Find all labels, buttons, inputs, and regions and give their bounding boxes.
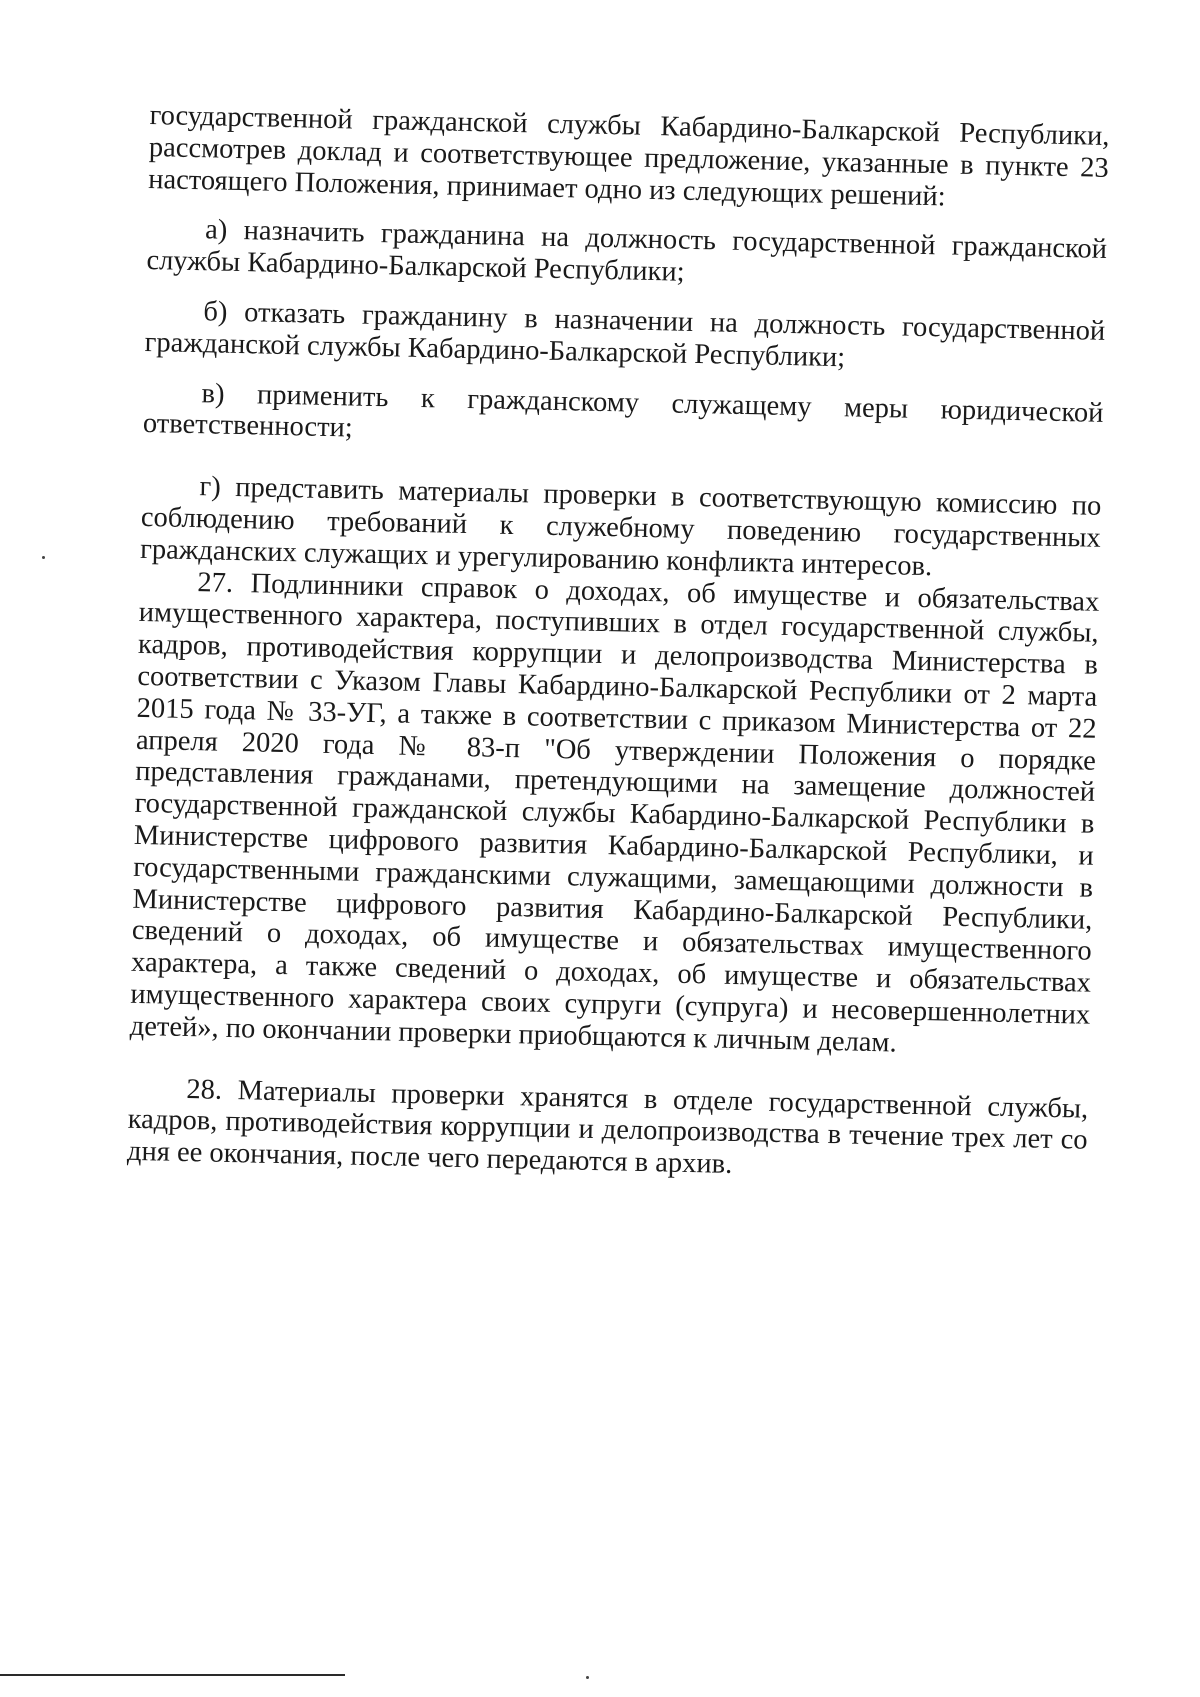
paragraph-option-b: б) отказать гражданину в назначении на должность государственной гражданской службы Кабардино-Балкарской Республики; bbox=[144, 296, 1106, 374]
paragraph-decision-intro: государственной гражданской службы Кабардино-Балкарской Республики, рассмотрев доклад и соответствующее предложение, указанные в пункте 23 настоящего Положения, принимает одно из следующих решений: bbox=[147, 100, 1110, 212]
scan-speck bbox=[586, 1676, 589, 1679]
paragraph-option-v: в) применить к гражданскому служащему меры юридической ответственности; bbox=[142, 377, 1104, 444]
scan-edge-line bbox=[0, 1674, 345, 1676]
scan-speck bbox=[42, 556, 45, 559]
paragraph-option-g: г) представить материалы проверки в соответствующую комиссию по соблюдению требований к служебному поведению государственных гражданских служащих и урегулированию конфликта интересов. bbox=[139, 471, 1102, 582]
document-body bbox=[127, 100, 1110, 1189]
paragraph-clause-28: 28. Материалы проверки хранятся в отделе государственной службы, кадров, противодействия коррупции и делопроизводства в течение трех лет со дня ее окончания, после чего передаются в архив. bbox=[126, 1073, 1089, 1181]
paragraph-clause-27: 27. Подлинники справок о доходах, об имуществе и обязательствах имущественного характера, поступивших в отдел государственной службы, кадров, противодействия коррупции и делопроизводства Министерства в соответствии с Указом Главы Кабардино-Балкарской Республики от 2 марта 2015 года № 33-УГ, а также в соответствии с приказом Министерства от 22 апреля 2020 года № 83-п "Об утверждении Положения о порядке представления гражданами, претендующими на замещение должностей государственной гражданской службы Кабардино-Балкарской Республики в Министерстве цифрового развития Кабардино-Балкарской Республики, и государственными гражданскими служащими, замещающими должности в Министерстве цифрового развития Кабардино-Балкарской Республики, сведений о доходах, об имуществе и обязательствах имущественного характера, а также сведений о доходах, об имуществе и обязательствах имущественного характера своих супруги (супруга) и несовершеннолетних детей», по окончании проверки приобщаются к личным делам. bbox=[129, 566, 1100, 1059]
paragraph-option-a: а) назначить гражданина на должность государственной гражданской службы Кабардино-Балкарской Республики; bbox=[146, 214, 1108, 288]
